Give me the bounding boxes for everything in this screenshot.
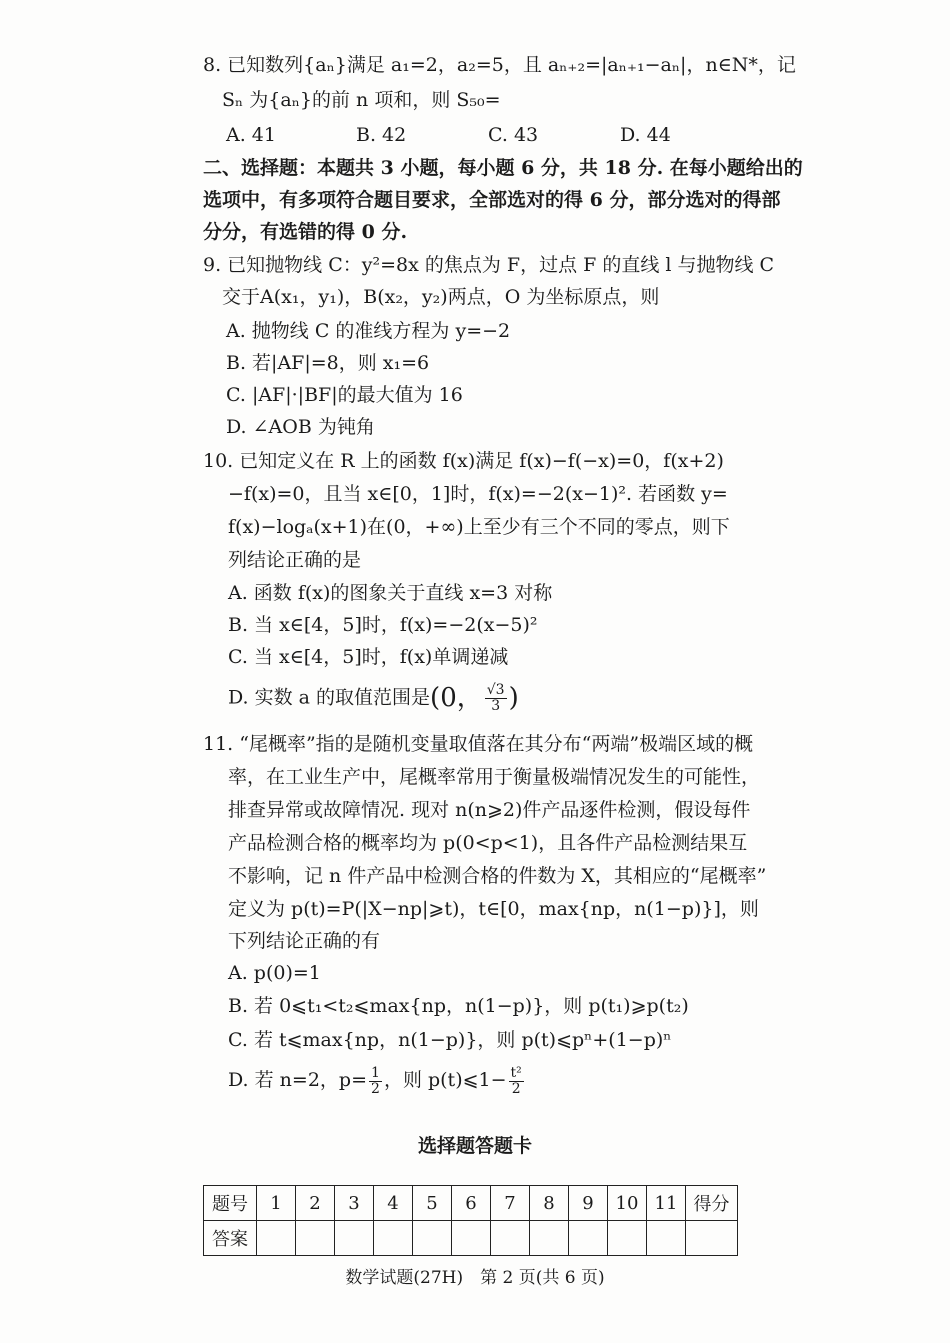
question-number-cell: 6 xyxy=(452,1186,491,1221)
section2-line3: 分分，有选错的得 0 分. xyxy=(203,221,408,243)
q11-option-b: B. 若 0⩽t₁<t₂⩽max{np，n(1−p)}，则 p(t₁)⩾p(t₂) xyxy=(228,995,689,1017)
question-number-cell: 1 xyxy=(257,1186,296,1221)
answer-card-header-row xyxy=(204,1186,738,1221)
q10-d-fraction xyxy=(485,683,507,713)
question-number-cell: 3 xyxy=(335,1186,374,1221)
answer-card-answer-row xyxy=(204,1221,738,1256)
row-label-answer: 答案 xyxy=(204,1221,257,1256)
answer-cell[interactable] xyxy=(491,1221,530,1256)
answer-cell[interactable] xyxy=(413,1221,452,1256)
q9-option-b: B. 若|AF|=8，则 x₁=6 xyxy=(226,352,430,374)
question-number-cell: 4 xyxy=(374,1186,413,1221)
q9-line1: 9. 已知抛物线 C：y²=8x 的焦点为 F，过点 F 的直线 l 与抛物线 C xyxy=(203,254,775,276)
q11-line7: 下列结论正确的有 xyxy=(228,930,381,952)
q11-option-c: C. 若 t⩽max{np，n(1−p)}，则 p(t)⩽pⁿ+(1−p)ⁿ xyxy=(228,1029,672,1051)
q11-d-f1-num: 1 xyxy=(371,1065,380,1081)
q11-d-f1-den: 2 xyxy=(371,1080,380,1097)
answer-cell[interactable] xyxy=(257,1221,296,1256)
answer-cell[interactable] xyxy=(452,1221,491,1256)
section2-line2: 选项中，有多项符合题目要求，全部选对的得 6 分，部分选对的得部 xyxy=(203,189,781,211)
q10-option-c: C. 当 x∈[4，5]时，f(x)单调递减 xyxy=(228,646,509,668)
question-number-cell: 11 xyxy=(647,1186,686,1221)
q9-option-d: D. ∠AOB 为钝角 xyxy=(226,416,375,438)
question-number-cell: 10 xyxy=(608,1186,647,1221)
answer-cell[interactable] xyxy=(296,1221,335,1256)
q11-line3: 排查异常或故障情况. 现对 n(n⩾2)件产品逐件检测，假设每件 xyxy=(228,799,751,821)
score-label-cell: 得分 xyxy=(686,1186,738,1221)
q10-d-frac-num: √3 xyxy=(486,682,505,699)
question-number-cell: 2 xyxy=(296,1186,335,1221)
q9-option-c: C. |AF|·|BF|的最大值为 16 xyxy=(226,384,463,406)
section2-line1: 二、选择题：本题共 3 小题，每小题 6 分，共 18 分. 在每小题给出的 xyxy=(203,157,803,179)
answer-cell[interactable] xyxy=(608,1221,647,1256)
q10-d-close: ) xyxy=(508,683,519,713)
answer-card-table xyxy=(203,1185,738,1256)
question-number-cell: 5 xyxy=(413,1186,452,1221)
q11-option-a: A. p(0)=1 xyxy=(228,962,321,984)
q10-option-b: B. 当 x∈[4，5]时，f(x)=−2(x−5)² xyxy=(228,614,538,636)
q10-line2: −f(x)=0，且当 x∈[0，1]时，f(x)=−2(x−1)². 若函数 y= xyxy=(228,483,728,505)
q9-option-a: A. 抛物线 C 的准线方程为 y=−2 xyxy=(226,320,511,342)
q10-option-a: A. 函数 f(x)的图象关于直线 x=3 对称 xyxy=(228,582,553,604)
q10-d-open: (0， xyxy=(430,683,483,713)
page-footer: 数学试题(27H) 第 2 页(共 6 页) xyxy=(345,1268,605,1288)
q8-line1: 8. 已知数列{aₙ}满足 a₁=2，a₂=5，且 aₙ₊₂=|aₙ₊₁−aₙ|，n∈N*，记 xyxy=(203,54,796,76)
q11-option-d xyxy=(228,1066,526,1096)
q11-d-mid: ，则 p(t)⩽1− xyxy=(383,1069,507,1092)
question-number-cell: 9 xyxy=(569,1186,608,1221)
q10-option-d xyxy=(228,682,519,715)
answer-cell[interactable] xyxy=(374,1221,413,1256)
question-number-cell: 7 xyxy=(491,1186,530,1221)
q8-option-d: D. 44 xyxy=(620,124,671,146)
q8-option-a: A. 41 xyxy=(226,124,276,146)
answer-cell[interactable] xyxy=(647,1221,686,1256)
q10-d-prefix: D. 实数 a 的取值范围是 xyxy=(228,686,431,709)
q11-line1: 11. “尾概率”指的是随机变量取值落在其分布“两端”极端区域的概 xyxy=(203,733,754,755)
q11-d-fraction-2 xyxy=(509,1066,524,1096)
q8-line2: Sₙ 为{aₙ}的前 n 项和，则 S₅₀= xyxy=(222,89,501,111)
q9-line2: 交于A(x₁，y₁)，B(x₂，y₂)两点，O 为坐标原点，则 xyxy=(222,286,660,308)
q8-options xyxy=(0,124,950,150)
q11-line4: 产品检测合格的概率均为 p(0<p<1)，且各件产品检测结果互 xyxy=(228,832,748,854)
q10-d-frac-den: 3 xyxy=(491,697,501,714)
q10-line4: 列结论正确的是 xyxy=(228,549,362,571)
score-cell[interactable] xyxy=(686,1221,738,1256)
q11-line5: 不影响，记 n 件产品中检测合格的件数为 X，其相应的“尾概率” xyxy=(228,865,767,887)
q11-d-prefix: D. 若 n=2，p= xyxy=(228,1069,368,1092)
q11-d-f2-num: t² xyxy=(510,1065,522,1081)
q10-line1: 10. 已知定义在 R 上的函数 f(x)满足 f(x)−f(−x)=0，f(x+2) xyxy=(203,450,724,472)
q8-option-b: B. 42 xyxy=(356,124,407,146)
row-label-number: 题号 xyxy=(204,1186,257,1221)
q11-line6: 定义为 p(t)=P(|X−np|⩾t)，t∈[0，max{np，n(1−p)}]，则 xyxy=(228,898,759,920)
q8-option-c: C. 43 xyxy=(488,124,539,146)
q10-line3: f(x)−logₐ(x+1)在(0，+∞)上至少有三个不同的零点，则下 xyxy=(228,516,730,538)
question-number-cell: 8 xyxy=(530,1186,569,1221)
answer-card-title: 选择题答题卡 xyxy=(417,1135,532,1157)
answer-cell[interactable] xyxy=(335,1221,374,1256)
answer-cell[interactable] xyxy=(569,1221,608,1256)
q11-d-fraction-1 xyxy=(369,1066,382,1096)
q11-line2: 率，在工业生产中，尾概率常用于衡量极端情况发生的可能性， xyxy=(228,766,761,788)
q11-d-f2-den: 2 xyxy=(511,1080,521,1097)
answer-cell[interactable] xyxy=(530,1221,569,1256)
